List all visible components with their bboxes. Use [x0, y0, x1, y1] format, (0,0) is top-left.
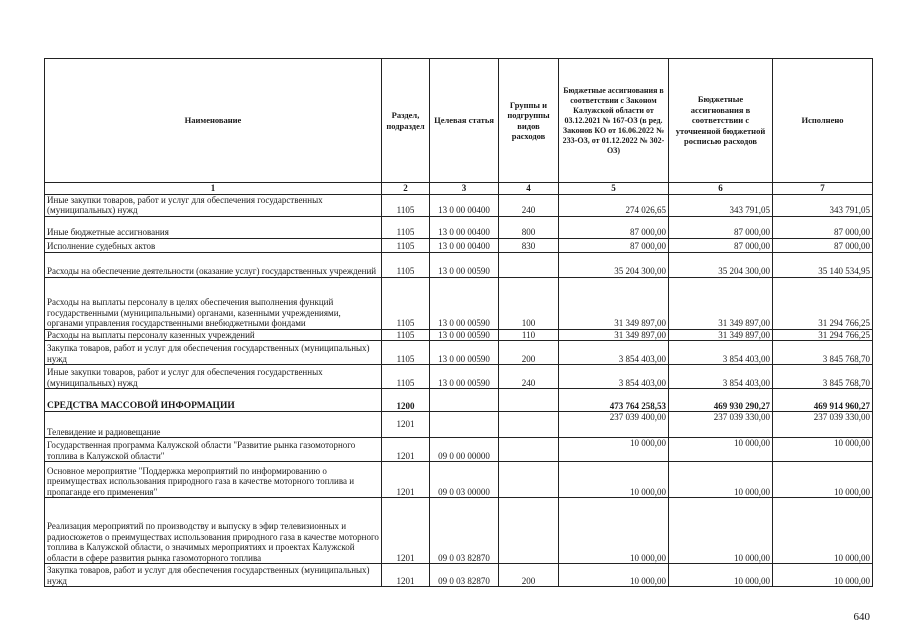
row-refined: 10 000,00	[669, 438, 773, 462]
row-group: 240	[499, 194, 559, 216]
row-name: Иные закупки товаров, работ и услуг для обеспечения государственных (муниципальных) нужд	[45, 365, 382, 389]
row-group: 830	[499, 238, 559, 252]
column-number-row	[45, 183, 873, 195]
row-refined: 3 854 403,00	[669, 365, 773, 389]
budget-table	[44, 58, 873, 587]
table-row	[45, 277, 873, 329]
col-number: 1	[45, 183, 382, 195]
row-law: 10 000,00	[559, 462, 669, 498]
row-target	[430, 389, 499, 412]
row-target: 13 0 00 00590	[430, 277, 499, 329]
header-law: Бюджетные ассигнования в соответствии с Законом Калужской области от 03.12.2021 № 167-ОЗ (в ред. Законов КО от 16.06.2022 № 233-ОЗ, от 01.12.2022 № 302-ОЗ)	[559, 59, 669, 183]
row-section: 1105	[382, 194, 430, 216]
row-section: 1105	[382, 277, 430, 329]
row-done: 10 000,00	[773, 498, 873, 564]
row-name: Государственная программа Калужской области "Развитие рынка газомоторного топлива в Калужской области"	[45, 438, 382, 462]
row-group: 200	[499, 341, 559, 365]
row-target: 09 0 00 00000	[430, 438, 499, 462]
row-name: Закупка товаров, работ и услуг для обеспечения государственных (муниципальных) нужд	[45, 341, 382, 365]
row-section: 1105	[382, 329, 430, 341]
row-name: Исполнение судебных актов	[45, 238, 382, 252]
row-refined: 87 000,00	[669, 216, 773, 238]
row-target: 13 0 00 00590	[430, 341, 499, 365]
row-name: Расходы на выплаты персоналу казенных учреждений	[45, 329, 382, 341]
row-section: 1201	[382, 412, 430, 438]
table-row	[45, 564, 873, 587]
row-name: Расходы на выплаты персоналу в целях обеспечения выполнения функций государственными (муниципальными) органами, казенными учреждениями, органами управления государственными внебюджетными фондами	[45, 277, 382, 329]
table-row	[45, 498, 873, 564]
row-law: 3 854 403,00	[559, 365, 669, 389]
row-name: Основное мероприятие "Поддержка мероприятий по информированию о преимуществах использования природного газа в качестве моторного топлива и пропаганде его применения"	[45, 462, 382, 498]
table-row	[45, 462, 873, 498]
row-section: 1105	[382, 216, 430, 238]
row-target: 13 0 00 00590	[430, 252, 499, 277]
row-name: Закупка товаров, работ и услуг для обеспечения государственных (муниципальных) нужд	[45, 564, 382, 587]
row-refined: 469 930 290,27	[669, 389, 773, 412]
row-done: 237 039 330,00	[773, 412, 873, 438]
row-refined: 10 000,00	[669, 498, 773, 564]
row-section: 1201	[382, 564, 430, 587]
row-target: 09 0 03 82870	[430, 564, 499, 587]
table-row	[45, 238, 873, 252]
row-done: 87 000,00	[773, 216, 873, 238]
header-target: Целевая статья	[430, 59, 499, 183]
row-group	[499, 438, 559, 462]
row-target: 09 0 03 00000	[430, 462, 499, 498]
row-target: 13 0 00 00400	[430, 238, 499, 252]
table-row	[45, 252, 873, 277]
col-number: 5	[559, 183, 669, 195]
row-section: 1105	[382, 365, 430, 389]
row-group	[499, 462, 559, 498]
budget-table-sheet	[44, 58, 872, 587]
row-group	[499, 498, 559, 564]
row-target	[430, 412, 499, 438]
row-law: 31 349 897,00	[559, 329, 669, 341]
row-done: 31 294 766,25	[773, 329, 873, 341]
col-number: 7	[773, 183, 873, 195]
row-done: 10 000,00	[773, 462, 873, 498]
row-done: 3 845 768,70	[773, 365, 873, 389]
row-law: 10 000,00	[559, 438, 669, 462]
table-row	[45, 216, 873, 238]
row-group	[499, 389, 559, 412]
row-done: 10 000,00	[773, 564, 873, 587]
row-refined: 237 039 330,00	[669, 412, 773, 438]
row-section: 1105	[382, 238, 430, 252]
row-group	[499, 412, 559, 438]
row-refined: 3 854 403,00	[669, 341, 773, 365]
table-row	[45, 438, 873, 462]
row-law: 274 026,65	[559, 194, 669, 216]
header-refined: Бюджетные ассигнования в соответствии с уточненной бюджетной росписью расходов	[669, 59, 773, 183]
row-refined: 31 349 897,00	[669, 329, 773, 341]
table-row	[45, 365, 873, 389]
col-number: 2	[382, 183, 430, 195]
row-group: 110	[499, 329, 559, 341]
row-refined: 31 349 897,00	[669, 277, 773, 329]
header-done: Исполнено	[773, 59, 873, 183]
header-row	[45, 59, 873, 183]
row-name: Иные закупки товаров, работ и услуг для обеспечения государственных (муниципальных) нужд	[45, 194, 382, 216]
row-done: 35 140 534,95	[773, 252, 873, 277]
row-law: 237 039 400,00	[559, 412, 669, 438]
header-section: Раздел, подраздел	[382, 59, 430, 183]
row-name: Иные бюджетные ассигнования	[45, 216, 382, 238]
row-done: 31 294 766,25	[773, 277, 873, 329]
row-group: 200	[499, 564, 559, 587]
table-row	[45, 341, 873, 365]
row-target: 13 0 00 00590	[430, 329, 499, 341]
table-row	[45, 389, 873, 412]
row-name: Реализация мероприятий по производству и выпуску в эфир телевизионных и радиосюжетов о преимуществах использования природного газа в качестве моторного топлива в Калужской области, о значимых мероприятиях и проектах Калужской области в сфере развития рынка газомоторного топлива	[45, 498, 382, 564]
row-name: СРЕДСТВА МАССОВОЙ ИНФОРМАЦИИ	[45, 389, 382, 412]
row-refined: 35 204 300,00	[669, 252, 773, 277]
header-groups: Группы и подгруппы видов расходов	[499, 59, 559, 183]
row-target: 13 0 00 00400	[430, 194, 499, 216]
row-done: 469 914 960,27	[773, 389, 873, 412]
table-row	[45, 194, 873, 216]
row-section: 1200	[382, 389, 430, 412]
row-section: 1201	[382, 498, 430, 564]
row-law: 10 000,00	[559, 498, 669, 564]
row-refined: 10 000,00	[669, 462, 773, 498]
row-group: 240	[499, 365, 559, 389]
row-name: Телевидение и радиовещание	[45, 412, 382, 438]
row-section: 1201	[382, 438, 430, 462]
row-section: 1201	[382, 462, 430, 498]
row-done: 343 791,05	[773, 194, 873, 216]
row-name: Расходы на обеспечение деятельности (оказание услуг) государственных учреждений	[45, 252, 382, 277]
col-number: 6	[669, 183, 773, 195]
row-target: 13 0 00 00400	[430, 216, 499, 238]
row-law: 473 764 258,53	[559, 389, 669, 412]
row-done: 10 000,00	[773, 438, 873, 462]
row-group: 800	[499, 216, 559, 238]
row-law: 35 204 300,00	[559, 252, 669, 277]
table-row	[45, 329, 873, 341]
row-law: 87 000,00	[559, 238, 669, 252]
col-number: 4	[499, 183, 559, 195]
row-law: 87 000,00	[559, 216, 669, 238]
row-law: 10 000,00	[559, 564, 669, 587]
row-target: 13 0 00 00590	[430, 365, 499, 389]
row-section: 1105	[382, 252, 430, 277]
row-done: 87 000,00	[773, 238, 873, 252]
header-name: Наименование	[45, 59, 382, 183]
row-refined: 343 791,05	[669, 194, 773, 216]
table-row	[45, 412, 873, 438]
row-group	[499, 252, 559, 277]
page-number: 640	[853, 611, 870, 623]
row-group: 100	[499, 277, 559, 329]
row-law: 3 854 403,00	[559, 341, 669, 365]
row-law: 31 349 897,00	[559, 277, 669, 329]
row-refined: 87 000,00	[669, 238, 773, 252]
row-done: 3 845 768,70	[773, 341, 873, 365]
col-number: 3	[430, 183, 499, 195]
row-target: 09 0 03 82870	[430, 498, 499, 564]
row-refined: 10 000,00	[669, 564, 773, 587]
row-section: 1105	[382, 341, 430, 365]
